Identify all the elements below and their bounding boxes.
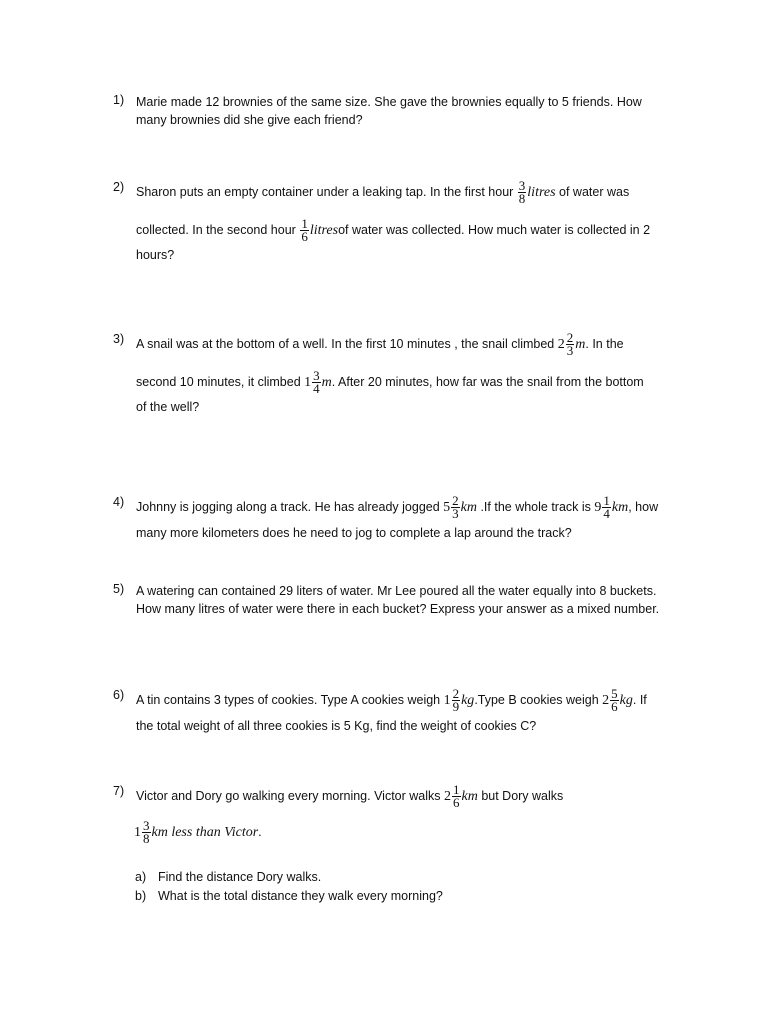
denominator: 3 — [452, 506, 459, 521]
numerator: 3 — [313, 368, 320, 383]
question-6 — [113, 688, 693, 735]
sub-question-text: Find the distance Dory walks. — [158, 870, 322, 884]
fraction — [518, 180, 527, 205]
sub-question-label: b) — [135, 889, 147, 903]
whole-number: 2 — [557, 336, 565, 352]
question-2 — [113, 180, 693, 264]
unit: m — [321, 374, 332, 390]
denominator: 6 — [611, 699, 618, 714]
fraction — [142, 820, 151, 845]
denominator: 8 — [518, 191, 526, 206]
question-number: 5) — [113, 582, 125, 596]
numerator: 5 — [611, 686, 618, 701]
unit: km — [461, 788, 478, 804]
question-7 — [113, 782, 693, 810]
question-5 — [113, 582, 693, 618]
question-4 — [113, 495, 693, 542]
question-7-line-2 — [134, 818, 262, 846]
fraction — [452, 784, 461, 809]
question-text: Sharon puts an empty container under a leaking tap. In the first hour — [136, 184, 517, 199]
fraction — [451, 495, 460, 520]
numerator: 1 — [603, 493, 610, 508]
question-text-line: of the well? — [136, 400, 200, 414]
denominator: 6 — [453, 795, 460, 810]
question-text: . — [258, 824, 262, 839]
question-text: but Dory walks — [477, 788, 564, 803]
question-text: Johnny is jogging along a track. He has already jogged — [136, 499, 444, 514]
whole-number: 1 — [443, 692, 451, 708]
unit: km — [460, 499, 477, 515]
fraction — [610, 688, 619, 713]
question-text: Victor and Dory go walking every morning. Victor walks — [136, 788, 445, 803]
question-1 — [113, 93, 693, 129]
question-text-line: Marie made 12 brownies of the same size. She gave the brownies equally to 5 friends. How — [136, 95, 642, 109]
numerator: 2 — [452, 686, 460, 701]
denominator: 3 — [566, 343, 574, 358]
question-number: 4) — [113, 495, 125, 509]
unit: litres — [527, 184, 556, 200]
question-text: of water was collected. How much water is collected in 2 — [338, 222, 651, 237]
denominator: 4 — [313, 381, 320, 396]
numerator: 1 — [301, 216, 308, 231]
question-number: 2) — [113, 180, 125, 194]
unit: m — [575, 336, 586, 352]
sub-question-b — [135, 887, 635, 905]
question-text: . In the — [585, 336, 624, 351]
denominator: 4 — [603, 506, 610, 521]
question-number: 6) — [113, 688, 125, 702]
question-number: 7) — [113, 784, 125, 798]
numerator: 3 — [518, 178, 526, 193]
question-number: 3) — [113, 332, 125, 346]
whole-number: 2 — [444, 788, 452, 804]
question-text: .If the whole track is — [476, 499, 595, 514]
question-text: second 10 minutes, it climbed — [136, 374, 305, 389]
question-text-line: many more kilometers does he need to jog to complete a lap around the track? — [136, 526, 572, 540]
fraction — [452, 688, 461, 713]
question-text: . If — [632, 692, 647, 707]
question-text-line: How many litres of water were there in each bucket? Express your answer as a mixed number. — [136, 602, 660, 616]
unit: km — [611, 499, 629, 515]
unit: kg — [461, 692, 475, 708]
denominator: 6 — [301, 229, 308, 244]
sub-question-a — [135, 868, 635, 886]
question-text: . After 20 minutes, how far was the snail from the bottom — [331, 374, 644, 389]
fraction — [300, 218, 309, 243]
whole-number: 1 — [304, 374, 312, 390]
sub-question-text: What is the total distance they walk every morning? — [158, 889, 443, 903]
whole-number: 2 — [602, 692, 610, 708]
question-text: , how — [628, 499, 659, 514]
question-text: collected. In the second hour — [136, 222, 300, 237]
numerator: 2 — [566, 330, 574, 345]
sub-question-label: a) — [135, 870, 147, 884]
question-text: of water was — [555, 184, 630, 199]
denominator: 9 — [452, 699, 460, 714]
numerator: 3 — [143, 818, 150, 833]
unit: litres — [309, 222, 339, 238]
whole-number: 9 — [594, 499, 602, 515]
fraction — [566, 332, 575, 357]
question-text-line: A watering can contained 29 liters of water. Mr Lee poured all the water equally into 8 buckets. — [136, 584, 657, 598]
question-text-line: hours? — [136, 248, 175, 262]
question-text-line: the total weight of all three cookies is 5 Kg, find the weight of cookies C? — [136, 719, 537, 733]
question-3 — [113, 332, 693, 416]
numerator: 2 — [452, 493, 459, 508]
unit: km less than Victor — [151, 824, 259, 840]
denominator: 8 — [143, 831, 150, 846]
unit: kg — [619, 692, 633, 708]
question-number: 1) — [113, 93, 125, 107]
question-text: A snail was at the bottom of a well. In the first 10 minutes , the snail climbed — [136, 336, 558, 351]
whole-number: 1 — [134, 824, 141, 840]
question-text-line: many brownies did she give each friend? — [136, 113, 363, 127]
fraction — [602, 495, 611, 520]
question-text: A tin contains 3 types of cookies. Type A cookies weigh — [136, 692, 444, 707]
fraction — [312, 370, 321, 395]
whole-number: 5 — [443, 499, 451, 515]
numerator: 1 — [453, 782, 460, 797]
question-text: .Type B cookies weigh — [474, 692, 603, 707]
